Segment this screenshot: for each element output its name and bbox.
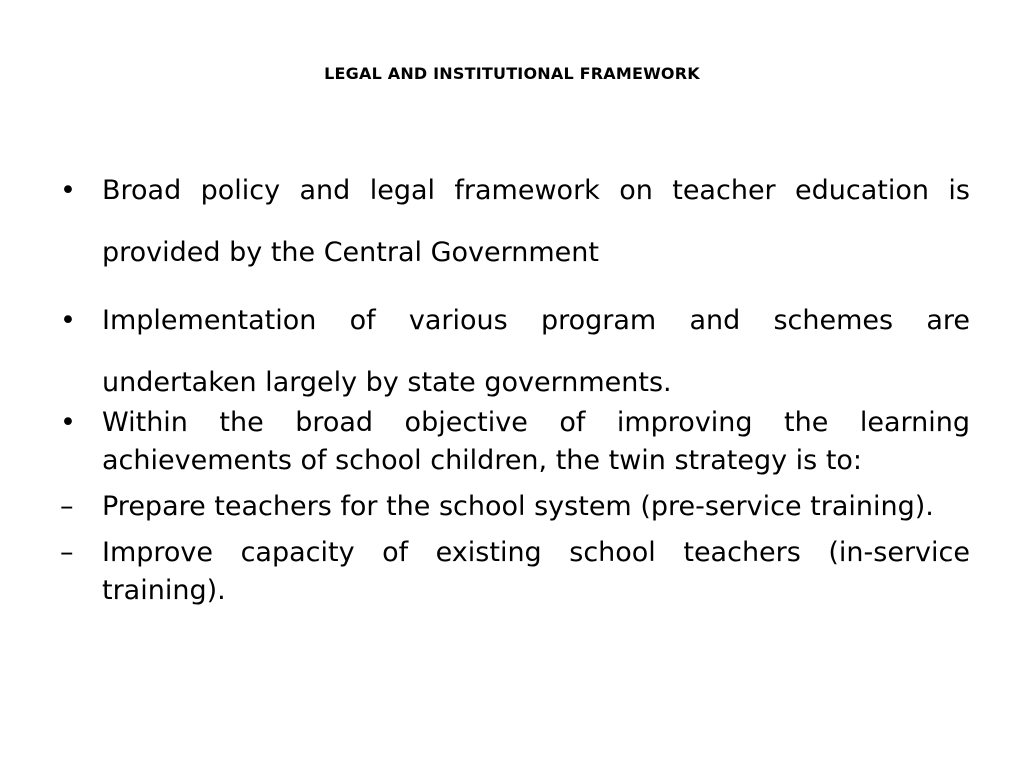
dash-text-wrap [60,488,970,526]
dash-marker: – [60,491,74,522]
bullet-marker: • [60,175,76,206]
slide-body [60,170,970,618]
dash-text-wrap [60,534,970,610]
bullet-marker: • [60,305,76,336]
dash-item [60,534,970,610]
bullet-text: Broad policy and legal framework on teacher education is provided by the Central Government [102,175,970,268]
bullet-item [60,290,970,414]
slide-title: LEGAL AND INSTITUTIONAL FRAMEWORK [324,64,700,83]
dash-item [60,488,970,526]
dash-text: Improve capacity of existing school teachers (in-service training). [102,537,970,606]
bullet-marker: • [60,407,76,438]
bullet-item [60,404,970,480]
dash-text: Prepare teachers for the school system (pre-service training). [102,491,934,522]
bullet-item [60,160,970,284]
bullet-text: Within the broad objective of improving the learning achievements of school children, the twin strategy is to: [102,407,970,476]
dash-marker: – [60,537,74,568]
bullet-text: Implementation of various program and schemes are undertaken largely by state governments. [102,305,970,398]
